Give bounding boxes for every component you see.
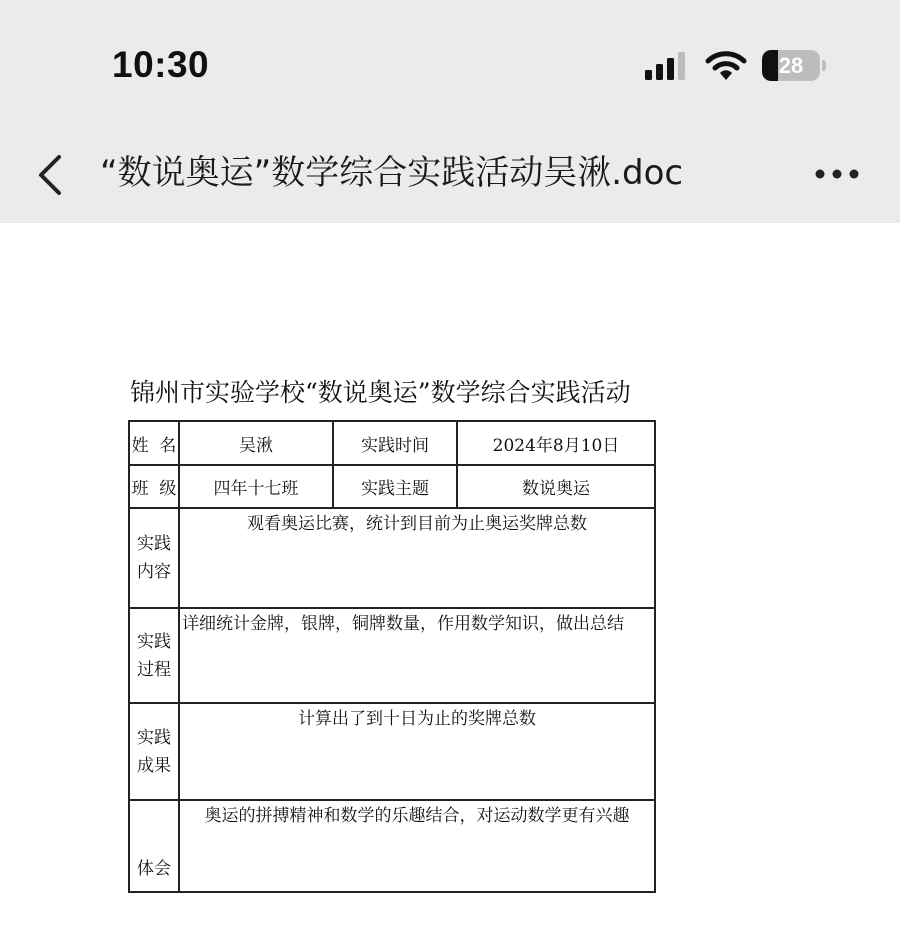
battery-percentage: 28 xyxy=(778,53,804,78)
table-row xyxy=(129,703,655,800)
process-label-line-2: 过程 xyxy=(137,659,171,680)
reflection-label xyxy=(129,800,179,892)
reflection-value: 奥运的拼搏精神和数学的乐趣结合，对运动数学更有兴趣 xyxy=(179,800,655,892)
class-label: 班 级 xyxy=(129,465,179,508)
name-label: 姓 名 xyxy=(129,421,179,465)
table-row xyxy=(129,465,655,508)
process-label-line-1: 实践 xyxy=(137,631,171,652)
result-label xyxy=(129,703,179,800)
process-label xyxy=(129,608,179,703)
content-label-line-1: 实践 xyxy=(137,534,171,554)
reflection-label-text: 体会 xyxy=(137,858,171,879)
document-viewer[interactable] xyxy=(0,223,900,929)
name-value: 吴湫 xyxy=(179,421,333,465)
title-fade xyxy=(725,146,775,200)
result-value: 计算出了到十日为止的奖牌总数 xyxy=(179,703,655,800)
chevron-left-icon[interactable] xyxy=(36,154,64,196)
content-value: 观看奥运比赛，统计到目前为止奥运奖牌总数 xyxy=(179,508,655,608)
content-label xyxy=(129,508,179,608)
more-horizontal-icon[interactable] xyxy=(815,168,859,180)
document-heading: 锦州市实验学校“数说奥运”数学综合实践活动 xyxy=(130,378,631,407)
table-row xyxy=(129,608,655,703)
result-label-line-2: 成果 xyxy=(137,755,171,776)
wifi-icon xyxy=(705,49,747,81)
battery-cap xyxy=(822,60,826,71)
title-bar xyxy=(0,120,900,223)
time-value: 2024年8月10日 xyxy=(457,421,655,465)
class-value: 四年十七班 xyxy=(179,465,333,508)
table-row xyxy=(129,421,655,465)
result-label-line-1: 实践 xyxy=(137,727,171,748)
signal-icon xyxy=(645,52,691,80)
report-table xyxy=(128,420,656,893)
content-label-line-2: 内容 xyxy=(137,562,171,582)
table-row xyxy=(129,508,655,608)
status-bar xyxy=(0,0,900,120)
theme-label: 实践主题 xyxy=(333,465,457,508)
table-row xyxy=(129,800,655,892)
status-time: 10:30 xyxy=(112,44,210,85)
theme-value: 数说奥运 xyxy=(457,465,655,508)
process-value: 详细统计金牌，银牌，铜牌数量，作用数学知识，做出总结 xyxy=(179,608,655,703)
time-label: 实践时间 xyxy=(333,421,457,465)
battery-icon xyxy=(762,50,820,81)
document-title: “数说奥运”数学综合实践活动吴湫.doc xyxy=(100,153,684,193)
